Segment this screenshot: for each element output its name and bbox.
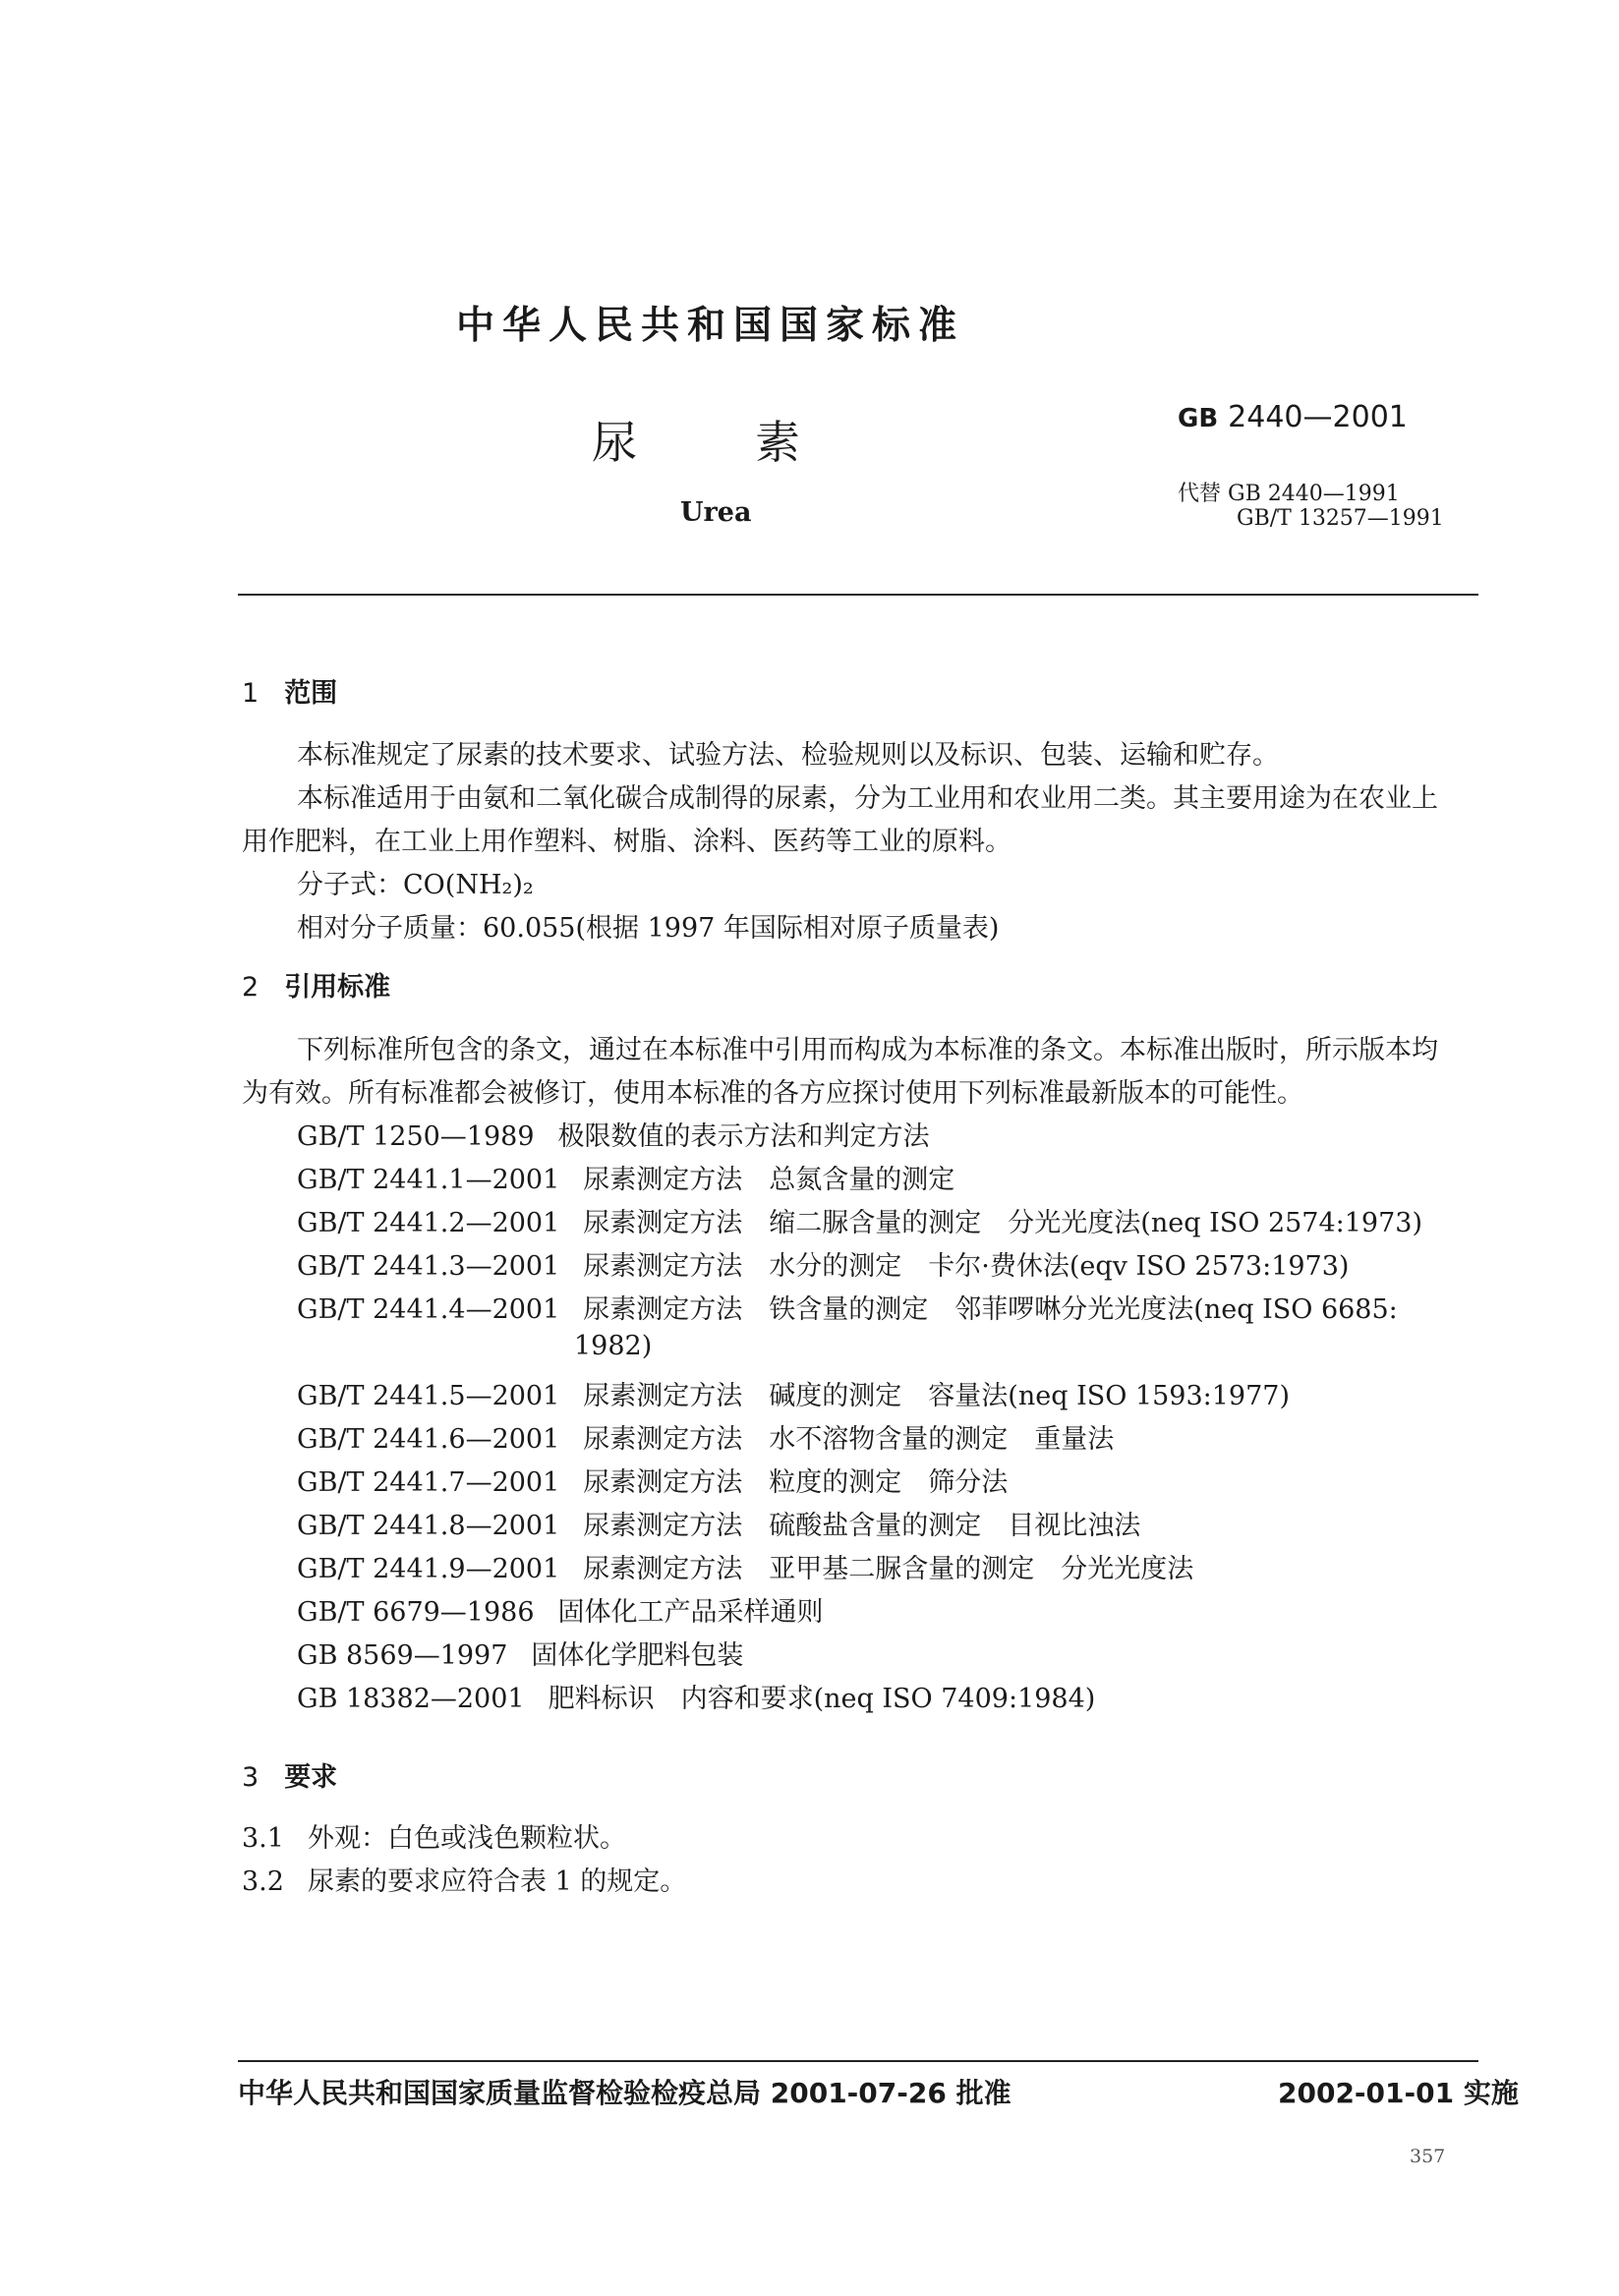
reference-code: GB/T 2441.4—2001 (297, 1294, 560, 1325)
paragraph-continued: 用作肥料，在工业上用作塑料、树脂、涂料、医药等工业的原料。 (242, 827, 1012, 857)
paragraph: 本标准适用于由氨和二氧化碳合成制得的尿素，分为工业用和农业用二类。其主要用途为在农业上 (297, 783, 1438, 814)
standard-number (1178, 400, 1408, 434)
section-title-text: 要求 (284, 1762, 338, 1793)
molecular-formula (297, 863, 534, 901)
section-3-title (242, 1755, 337, 1794)
reference-item (297, 1504, 1140, 1542)
reference-title: 肥料标识 内容和要求(neq ISO 7409:1984) (548, 1684, 1096, 1714)
reference-item (297, 1288, 1398, 1326)
reference-item (297, 1634, 743, 1672)
section-number: 1 (242, 678, 260, 709)
paragraph: 下列标准所包含的条文，通过在本标准中引用而构成为本标准的条文。本标准出版时，所示版本均 (297, 1035, 1438, 1065)
reference-title: 尿素测定方法 水分的测定 卡尔·费休法(eqv ISO 2573:1973) (583, 1251, 1350, 1282)
reference-item (297, 1115, 930, 1153)
paragraph-continued: 为有效。所有标准都会被修订，使用本标准的各方应探讨使用下列标准最新版本的可能性。 (242, 1078, 1303, 1109)
reference-code: GB 18382—2001 (297, 1684, 525, 1714)
reference-item (297, 1158, 954, 1196)
replaced-standard: GB/T 13257—1991 (1237, 506, 1444, 531)
reference-code: GB/T 1250—1989 (297, 1121, 535, 1152)
reference-item (297, 1244, 1349, 1283)
reference-code: GB/T 2441.1—2001 (297, 1165, 560, 1195)
implementation-date: 2002-01-01 实施 (1278, 2077, 1519, 2109)
reference-item-continued (574, 1331, 652, 1361)
referenced-standards-list (297, 1115, 1516, 1724)
reference-title: 1982) (574, 1331, 653, 1361)
replaces-block (1178, 482, 1444, 531)
reference-code: GB/T 2441.8—2001 (297, 1511, 560, 1541)
clause-text: 尿素的要求应符合表 1 的规定。 (307, 1866, 687, 1897)
reference-title: 尿素测定方法 水不溶物含量的测定 重量法 (583, 1424, 1115, 1455)
standard-prefix: GB (1178, 404, 1219, 433)
reference-title: 固体化学肥料包装 (531, 1640, 744, 1671)
reference-title: 尿素测定方法 缩二脲含量的测定 分光光度法(neq ISO 2574:1973) (583, 1208, 1422, 1238)
reference-title: 极限数值的表示方法和判定方法 (557, 1121, 930, 1152)
national-standard-heading: 中华人民共和国国家标准 (456, 304, 965, 348)
reference-item (297, 1677, 1095, 1715)
section-2-title (242, 965, 390, 1004)
clause-number: 3.2 (242, 1866, 284, 1897)
reference-item (297, 1461, 1008, 1499)
reference-title: 尿素测定方法 总氮含量的测定 (583, 1165, 955, 1195)
reference-title: 固体化工产品采样通则 (557, 1597, 824, 1628)
reference-item (297, 1590, 824, 1629)
approval-authority: 中华人民共和国国家质量监督检验检疫总局 2001-07-26 批准 (238, 2077, 1012, 2109)
reference-code: GB/T 2441.7—2001 (297, 1467, 560, 1498)
reference-code: GB/T 6679—1986 (297, 1597, 535, 1628)
reference-code: GB/T 2441.2—2001 (297, 1208, 560, 1238)
reference-code: GB/T 2441.3—2001 (297, 1251, 560, 1282)
reference-code: GB 8569—1997 (297, 1640, 508, 1671)
reference-code: GB/T 2441.6—2001 (297, 1424, 560, 1455)
reference-item (297, 1201, 1422, 1239)
molecular-mass: 相对分子质量：60.055(根据 1997 年国际相对原子质量表) (297, 913, 1000, 944)
section-number: 3 (242, 1762, 260, 1793)
section-number: 2 (242, 972, 260, 1003)
clause-number: 3.1 (242, 1823, 284, 1854)
replaced-standard: GB 2440—1991 (1228, 482, 1400, 506)
reference-code: GB/T 2441.5—2001 (297, 1381, 560, 1411)
header-divider (238, 594, 1478, 596)
reference-code: GB/T 2441.9—2001 (297, 1554, 560, 1584)
document-title: 尿素 (592, 416, 918, 469)
reference-title: 尿素测定方法 亚甲基二脲含量的测定 分光光度法 (583, 1554, 1194, 1584)
reference-title: 尿素测定方法 铁含量的测定 邻菲啰啉分光光度法(neq ISO 6685: (583, 1294, 1398, 1325)
section-title-text: 范围 (284, 678, 338, 709)
formula-label: 分子式： (297, 870, 403, 900)
reference-title: 尿素测定方法 粒度的测定 筛分法 (583, 1467, 1009, 1498)
reference-item (297, 1417, 1114, 1456)
page-number: 357 (1410, 2146, 1446, 2167)
reference-item (297, 1547, 1193, 1585)
section-title-text: 引用标准 (284, 972, 391, 1003)
reference-title: 尿素测定方法 硫酸盐含量的测定 目视比浊法 (583, 1511, 1141, 1541)
reference-title: 尿素测定方法 碱度的测定 容量法(neq ISO 1593:1977) (583, 1381, 1290, 1411)
reference-item (297, 1374, 1290, 1412)
clause-text: 外观：白色或浅色颗粒状。 (307, 1823, 626, 1854)
formula-value: CO(NH₂)₂ (403, 870, 534, 900)
requirement-item (242, 1860, 686, 1898)
paragraph: 本标准规定了尿素的技术要求、试验方法、检验规则以及标识、包装、运输和贮存。 (297, 740, 1279, 771)
footer-divider (238, 2060, 1478, 2062)
document-title-english: Urea (680, 497, 752, 528)
requirement-item (242, 1816, 626, 1855)
replaces-label: 代替 (1178, 482, 1222, 506)
section-1-title (242, 671, 337, 710)
standard-code: 2440—2001 (1228, 400, 1408, 434)
